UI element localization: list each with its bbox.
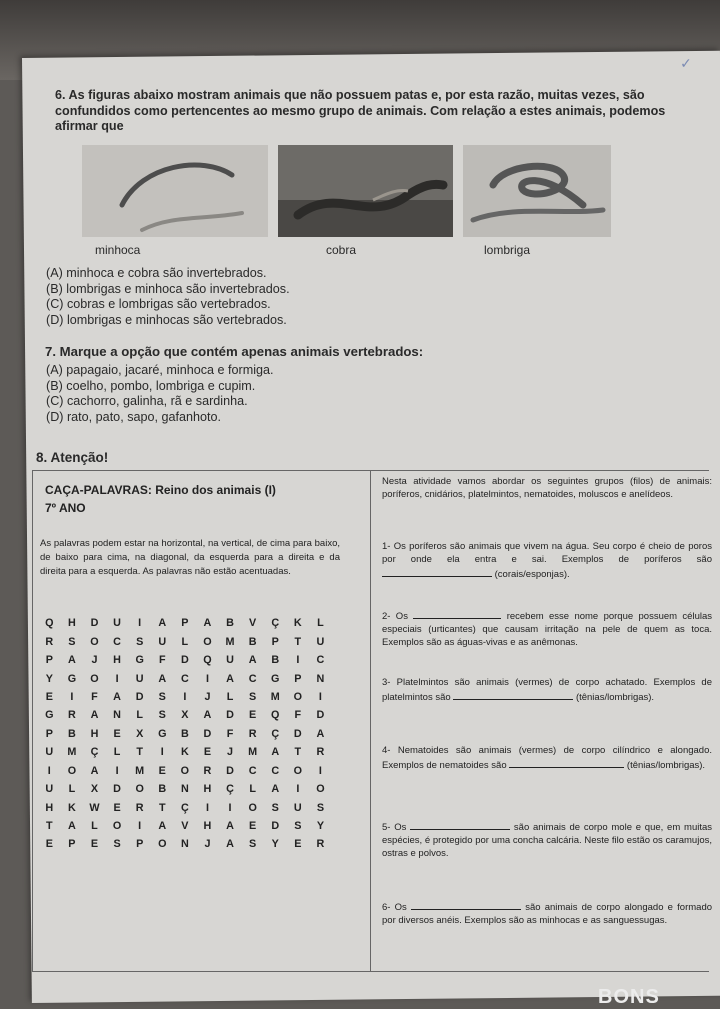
grid-cell[interactable]: A (158, 617, 167, 630)
grid-cell[interactable]: V (181, 820, 189, 833)
grid-cell[interactable]: O (112, 820, 122, 833)
grid-cell[interactable]: E (158, 764, 166, 777)
roundworm-photo (463, 145, 611, 237)
crossword-instructions: As palavras podem estar na horizontal, na vertical, de cima para baixo, de baixo para cima, na diagonal, da esquerda para a direita e da direita para a esquerda. As palavras não estão acentuadas. (40, 538, 340, 577)
item-1-blank[interactable] (382, 566, 492, 577)
grid-cell[interactable]: H (203, 783, 212, 796)
q6-option-d: (D) lombrigas e minhocas são vertebrados. (46, 312, 287, 327)
grid-cell[interactable]: M (270, 690, 280, 703)
intro-text: Nesta atividade vamos abordar os seguintes grupos (filos) de animais: poríferos, cnidários, platelmintos, nematoides, moluscos e anelídeos. (382, 476, 712, 501)
q6-option-c: (C) cobras e lombrigas são vertebrados. (46, 297, 271, 311)
grid-cell[interactable]: Q (45, 617, 54, 630)
grid-cell[interactable]: E (113, 801, 121, 814)
question-8-title: 8. Atenção! (36, 450, 109, 465)
grid-cell[interactable]: N (316, 672, 325, 685)
grid-cell[interactable]: J (91, 654, 98, 667)
item-2-blank[interactable] (413, 608, 501, 619)
grid-cell[interactable]: A (203, 709, 212, 722)
grid-row (38, 743, 348, 761)
grid-cell[interactable]: M (67, 746, 77, 759)
grid-cell[interactable]: A (226, 820, 234, 833)
grid-cell[interactable]: L (226, 690, 234, 703)
grid-cell[interactable]: A (158, 820, 167, 833)
grid-cell[interactable]: D (226, 764, 234, 777)
grid-cell[interactable]: Ç (226, 783, 234, 796)
grid-cell[interactable]: B (67, 727, 76, 740)
grid-cell[interactable]: D (135, 690, 144, 703)
earthworm-icon (82, 145, 268, 237)
item-4-blank[interactable] (509, 757, 624, 768)
grid-cell[interactable]: K (293, 617, 302, 630)
question-7-title: 7. Marque a opção que contém apenas animais vertebrados: (45, 344, 424, 359)
grid-cell[interactable]: C (248, 764, 257, 777)
q6-option-b: (B) lombrigas e minhoca são invertebrados. (46, 281, 290, 296)
grid-cell[interactable]: U (135, 672, 144, 685)
grid-cell[interactable]: S (136, 635, 144, 648)
grid-cell[interactable]: E (45, 690, 53, 703)
grid-cell[interactable]: S (113, 838, 121, 851)
grid-cell[interactable]: X (90, 783, 99, 796)
grid-cell[interactable]: O (158, 838, 167, 851)
grid-cell[interactable]: B (158, 783, 167, 796)
grid-cell[interactable]: N (180, 783, 189, 796)
question-6-options (46, 266, 290, 328)
grid-cell[interactable]: S (68, 635, 76, 648)
grid-cell[interactable]: G (135, 654, 144, 667)
grid-cell[interactable]: E (90, 838, 99, 851)
grid-row (38, 688, 348, 706)
grid-cell[interactable]: O (90, 635, 99, 648)
grid-cell[interactable]: V (249, 617, 257, 630)
grid-cell[interactable]: G (271, 672, 280, 685)
grid-cell[interactable]: O (316, 783, 325, 796)
grid-cell[interactable]: I (138, 820, 142, 833)
grid-cell[interactable]: A (67, 820, 76, 833)
grid-cell[interactable]: I (47, 764, 51, 777)
grid-cell[interactable]: I (228, 801, 232, 814)
grid-cell[interactable]: E (249, 709, 257, 722)
grid-cell[interactable]: H (90, 727, 99, 740)
item-3-hint: (tênias/lombrigas). (575, 692, 655, 704)
item-6 (382, 899, 712, 927)
grid-cell[interactable]: M (248, 746, 258, 759)
grid-cell[interactable]: N (113, 709, 121, 722)
grid-cell[interactable]: A (271, 746, 280, 759)
grid-cell[interactable]: D (180, 654, 189, 667)
q6-option-a: (A) minhoca e cobra são invertebrados. (46, 266, 267, 280)
grid-cell[interactable]: D (90, 617, 99, 630)
grid-cell[interactable]: I (296, 654, 300, 667)
caption-roundworm: lombriga (484, 243, 531, 257)
grid-cell[interactable]: E (113, 727, 121, 740)
crossword-title: CAÇA-PALAVRAS: Reino dos animais (I) (45, 483, 276, 497)
grid-cell[interactable]: I (205, 801, 209, 814)
grid-cell[interactable]: P (68, 838, 76, 851)
grid-cell[interactable]: Y (45, 672, 53, 685)
grid-cell[interactable]: X (181, 709, 189, 722)
grid-cell[interactable]: L (113, 746, 121, 759)
grid-cell[interactable]: A (226, 838, 234, 851)
question-6-text: 6. As figuras abaixo mostram animais que não possuem patas e, por esta razão, muitas vezes, são confundidos como pertencentes ao mesmo grupo de animais. Com relação a estes animais, podemos afirmar que (55, 88, 666, 133)
grid-cell[interactable]: I (183, 690, 187, 703)
grid-cell[interactable]: O (293, 764, 303, 777)
grid-cell[interactable]: R (203, 764, 212, 777)
grid-row (38, 614, 348, 632)
grid-cell[interactable]: C (271, 764, 280, 777)
roundworm-icon (463, 145, 611, 237)
grid-row (38, 780, 348, 798)
grid-row (38, 651, 348, 669)
earthworm-photo (82, 145, 268, 237)
grid-cell[interactable]: U (293, 801, 302, 814)
grid-cell[interactable]: I (318, 690, 322, 703)
grid-cell[interactable]: D (203, 727, 212, 740)
item-6-blank[interactable] (411, 899, 521, 910)
grid-cell[interactable]: H (45, 801, 54, 814)
grid-cell[interactable]: I (205, 672, 209, 685)
grid-cell[interactable]: G (45, 709, 54, 722)
grid-cell[interactable]: S (158, 690, 166, 703)
grid-cell[interactable]: K (67, 801, 76, 814)
item-5-blank[interactable] (410, 819, 510, 830)
item-1-hint: (corais/esponjas). (494, 569, 570, 581)
grid-cell[interactable]: A (203, 617, 212, 630)
grid-cell[interactable]: Y (316, 820, 325, 833)
grid-cell[interactable]: O (180, 764, 190, 777)
grid-cell[interactable]: P (136, 838, 144, 851)
q7-option-a: (A) papagaio, jacaré, minhoca e formiga. (46, 363, 274, 377)
snake-photo (278, 145, 453, 237)
grid-cell[interactable]: S (249, 838, 257, 851)
grid-cell[interactable]: F (158, 654, 166, 667)
grid-cell[interactable]: O (248, 801, 257, 814)
item-4-text: 4- Nematoides são animais (vermes) de corpo cilíndrico e alongado. Exemplos de nematoides são (382, 745, 712, 772)
item-5-text: 5- Os (382, 822, 407, 833)
grid-row (38, 632, 348, 650)
grid-cell[interactable]: S (271, 801, 279, 814)
grid-cell[interactable]: O (203, 635, 212, 648)
word-search-grid (38, 614, 348, 854)
grid-cell[interactable]: I (160, 746, 164, 759)
grid-cell[interactable]: Y (271, 838, 279, 851)
grid-cell[interactable]: C (316, 654, 325, 667)
grid-cell[interactable]: D (271, 820, 280, 833)
item-1 (382, 540, 712, 582)
item-3-blank[interactable] (453, 689, 573, 700)
grid-cell[interactable]: D (226, 709, 234, 722)
grid-cell[interactable]: J (204, 838, 211, 851)
grid-cell[interactable]: Ç (90, 746, 99, 759)
column-divider (370, 471, 371, 971)
grid-cell[interactable]: A (113, 690, 121, 703)
grid-cell[interactable]: A (158, 672, 167, 685)
grid-cell[interactable]: I (138, 617, 142, 630)
grid-cell[interactable]: S (249, 690, 257, 703)
grid-cell[interactable]: R (316, 838, 325, 851)
grid-cell[interactable]: M (135, 764, 145, 777)
grid-row (38, 835, 348, 853)
grid-cell[interactable]: F (91, 690, 98, 703)
grid-cell[interactable]: I (115, 764, 119, 777)
item-2-text: 2- Os (382, 611, 408, 622)
grid-cell[interactable]: Q (271, 709, 280, 722)
grid-cell[interactable]: B (180, 727, 189, 740)
grid-row (38, 706, 348, 724)
grid-cell[interactable]: A (271, 783, 280, 796)
item-4 (382, 744, 712, 772)
grid-cell[interactable]: L (136, 709, 143, 722)
grid-cell[interactable]: D (293, 727, 302, 740)
grid-cell[interactable]: M (225, 635, 235, 648)
caption-earthworm: minhoca (95, 243, 141, 257)
grid-cell[interactable]: T (45, 820, 53, 833)
grid-cell[interactable]: D (316, 709, 325, 722)
grid-cell[interactable]: L (68, 783, 76, 796)
grid-cell[interactable]: B (226, 617, 234, 630)
grid-cell[interactable]: O (90, 672, 99, 685)
grid-cell[interactable]: D (113, 783, 121, 796)
grid-cell[interactable]: A (248, 654, 257, 667)
grid-cell[interactable]: L (249, 783, 256, 796)
grid-cell[interactable]: E (249, 820, 257, 833)
item-3 (382, 676, 712, 704)
grid-cell[interactable]: R (248, 727, 257, 740)
grid-cell[interactable]: U (226, 654, 234, 667)
grid-row (38, 669, 348, 687)
grid-cell[interactable]: E (294, 838, 302, 851)
grid-cell[interactable]: T (294, 635, 302, 648)
grid-cell[interactable]: A (67, 654, 76, 667)
grid-cell[interactable]: C (180, 672, 189, 685)
grid-cell[interactable]: I (70, 690, 74, 703)
grid-cell[interactable]: S (294, 820, 302, 833)
grid-cell[interactable]: C (248, 672, 257, 685)
grid-cell[interactable]: B (271, 654, 280, 667)
grid-cell[interactable]: A (316, 727, 325, 740)
grid-cell[interactable]: P (45, 727, 53, 740)
grid-cell[interactable]: Ç (180, 801, 189, 814)
grid-cell[interactable]: L (317, 617, 324, 630)
grid-cell[interactable]: O (67, 764, 77, 777)
grid-cell[interactable]: O (135, 783, 144, 796)
q7-option-d: (D) rato, pato, sapo, gafanhoto. (46, 409, 222, 424)
item-5 (382, 819, 712, 861)
grid-cell[interactable]: R (67, 709, 76, 722)
grade-label: 7º ANO (45, 501, 86, 515)
grid-cell[interactable]: H (67, 617, 76, 630)
grid-cell[interactable]: I (318, 764, 322, 777)
grid-cell[interactable]: W (89, 801, 100, 814)
grid-cell[interactable]: S (316, 801, 325, 814)
grid-cell[interactable]: A (90, 764, 99, 777)
grid-cell[interactable]: P (181, 617, 189, 630)
grid-cell[interactable]: A (90, 709, 99, 722)
item-2-rest: recebem esse nome porque possuem células especiais (urticantes) que causam irritação na pele de quem as toca. Exemplos são as águas-vivas e as anêmonas. (382, 611, 713, 649)
grid-cell[interactable]: F (294, 709, 302, 722)
grid-cell[interactable]: R (135, 801, 144, 814)
grid-cell[interactable]: T (158, 801, 166, 814)
item-6-rest: são animais de corpo alongado e formado por diversos anéis. Exemplos são as minhocas e as sanguessugas. (382, 902, 713, 927)
item-2 (382, 608, 712, 650)
grid-cell[interactable]: E (203, 746, 212, 759)
grid-row (38, 725, 348, 743)
grid-cell[interactable]: C (113, 635, 121, 648)
grid-cell[interactable]: J (204, 690, 211, 703)
grid-row (38, 817, 348, 835)
grid-cell[interactable]: B (248, 635, 257, 648)
grid-row (38, 798, 348, 816)
grid-cell[interactable]: J (227, 746, 234, 759)
item-1-text: 1- Os poríferos são animais que vivem na água. Seu corpo é cheio de poros por onde ela entra e sai. Exemplos de poríferos são (382, 541, 712, 566)
grid-cell[interactable]: A (226, 672, 234, 685)
item-4-hint: (tênias/lombrigas). (626, 760, 706, 772)
item-5-rest: são animais de corpo mole e que, em muitas espécies, é protegido por uma concha calcária. Neste filo estão os caramujos, ostras e polvos. (382, 822, 713, 860)
grid-cell[interactable]: L (91, 820, 98, 833)
grid-cell[interactable]: I (296, 783, 300, 796)
grid-cell[interactable]: L (181, 635, 189, 648)
watermark-logo: BONS (598, 986, 660, 1008)
caption-snake: cobra (326, 243, 357, 257)
grid-cell[interactable]: U (45, 746, 54, 759)
grid-cell[interactable]: G (158, 727, 167, 740)
grid-cell[interactable]: Q (203, 654, 212, 667)
grid-cell[interactable]: O (293, 690, 303, 703)
snake-icon (278, 145, 453, 237)
grid-cell[interactable]: P (45, 654, 53, 667)
grid-cell[interactable]: U (45, 783, 54, 796)
grid-cell[interactable]: G (67, 672, 77, 685)
pen-mark-icon: ✓ (680, 54, 692, 72)
grid-cell[interactable]: T (136, 746, 143, 759)
grid-cell[interactable]: H (203, 820, 212, 833)
grid-cell[interactable]: R (45, 635, 54, 648)
grid-cell[interactable]: Ç (271, 727, 280, 740)
grid-cell[interactable]: Ç (271, 617, 280, 630)
grid-cell[interactable]: X (136, 727, 144, 740)
grid-cell[interactable]: F (226, 727, 234, 740)
item-6-text: 6- Os (382, 902, 407, 913)
grid-cell[interactable]: N (180, 838, 189, 851)
q7-option-c: (C) cachorro, galinha, rã e sardinha. (46, 394, 248, 408)
grid-cell[interactable]: E (45, 838, 53, 851)
grid-cell[interactable]: K (180, 746, 189, 759)
grid-cell[interactable]: H (113, 654, 121, 667)
question-7-options (46, 363, 274, 425)
grid-cell[interactable]: P (271, 635, 279, 648)
grid-cell[interactable]: T (294, 746, 302, 759)
item-3-text: 3- Platelmintos são animais (vermes) de corpo achatado. Exemplos de platelmintos são (382, 677, 712, 704)
grid-cell[interactable]: U (316, 635, 325, 648)
grid-cell[interactable]: P (294, 672, 302, 685)
q7-option-b: (B) coelho, pombo, lombriga e cupim. (46, 378, 256, 393)
grid-cell[interactable]: I (115, 672, 119, 685)
grid-cell[interactable]: U (158, 635, 167, 648)
grid-row (38, 762, 348, 780)
grid-cell[interactable]: U (113, 617, 121, 630)
grid-cell[interactable]: S (158, 709, 166, 722)
grid-cell[interactable]: R (316, 746, 325, 759)
